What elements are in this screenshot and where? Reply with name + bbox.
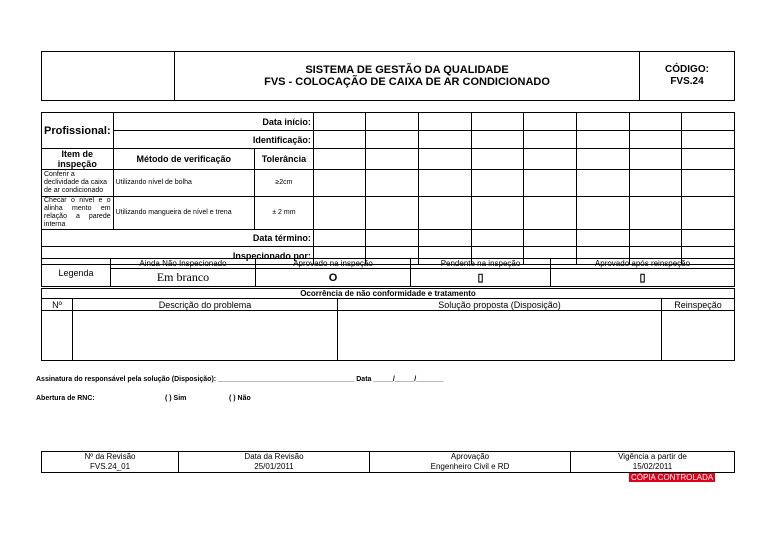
occurrence-table	[41, 288, 735, 361]
data-termino-label: Data término:	[42, 230, 314, 247]
grid-cell[interactable]	[419, 131, 472, 149]
inspecionado-por-label: Inspecionado por:	[42, 247, 314, 265]
legend-title-4: Aprovado após reinspeção	[551, 259, 735, 269]
grid-cell[interactable]	[524, 170, 577, 197]
grid-cell[interactable]	[366, 170, 419, 197]
legend-title-3: Pendente na inspeção	[411, 259, 551, 269]
approval-value: Engenheiro Civil e RD	[430, 462, 510, 471]
grid-cell[interactable]	[629, 113, 682, 131]
grid-cell[interactable]	[471, 170, 524, 197]
footer-revision	[42, 452, 179, 473]
legend-symbol-4: ▯	[551, 269, 735, 287]
grid-cell[interactable]	[629, 230, 682, 247]
item-row-2: Checar o nível e o alinha mento em relação a parede interna	[42, 197, 114, 230]
tolerancia-row-1: ≥2cm	[254, 170, 313, 197]
grid-cell[interactable]	[524, 230, 577, 247]
occurrence-desc-cell[interactable]	[73, 311, 338, 361]
title-line-2: FVS - COLOCAÇÃO DE CAIXA DE AR CONDICIONADO	[264, 76, 550, 88]
vigencia-label: Vigência a partir de	[618, 452, 687, 461]
grid-cell[interactable]	[313, 197, 366, 230]
grid-cell[interactable]	[366, 113, 419, 131]
grid-cell[interactable]	[366, 230, 419, 247]
grid-cell[interactable]	[313, 230, 366, 247]
footer-table	[41, 451, 735, 473]
grid-cell[interactable]	[471, 113, 524, 131]
identificacao-label: Identificação:	[113, 131, 313, 149]
legend-symbol-2: O	[256, 269, 411, 287]
legend-label: Legenda	[42, 259, 111, 287]
profissional-label: Profissional:	[42, 113, 114, 149]
col-reinsp-header: Reinspeção	[662, 299, 735, 311]
legend-symbol-3: ▯	[411, 269, 551, 287]
col-item-header: Item de inspeção	[42, 149, 114, 170]
grid-cell[interactable]	[471, 149, 524, 170]
item-row-1: Conferir a declividade da caixa de ar condicionado	[42, 170, 114, 197]
grid-cell[interactable]	[576, 131, 629, 149]
signature-line[interactable]: Assinatura do responsável pela solução (Disposição): ___________________________________ Data _____/_____/_______	[36, 376, 444, 383]
legend-symbol-1: Em branco	[111, 269, 256, 287]
rnc-label: Abertura de RNC:	[36, 395, 95, 402]
vigencia-value: 15/02/2011	[632, 462, 673, 471]
code-label: CÓDIGO:	[665, 64, 709, 75]
revision-value: FVS.24_01	[89, 462, 131, 471]
title-line-1: SISTEMA DE GESTÃO DA QUALIDADE	[305, 64, 509, 76]
metodo-row-2: Utilizando mangueira de nível e trena	[113, 197, 254, 230]
legend-table	[41, 258, 735, 287]
document-title	[175, 52, 640, 101]
grid-cell[interactable]	[576, 197, 629, 230]
grid-cell[interactable]	[366, 197, 419, 230]
code-value: FVS.24	[670, 76, 704, 87]
grid-cell[interactable]	[313, 113, 366, 131]
metodo-row-1: Utilizando nível de bolha	[113, 170, 254, 197]
copia-controlada-stamp: CÓPIA CONTROLADA	[631, 473, 714, 482]
revision-date-label: Data da Revisão	[244, 452, 304, 461]
grid-cell[interactable]	[313, 131, 366, 149]
grid-cell[interactable]	[629, 131, 682, 149]
col-sol-header: Solução proposta (Disposição)	[338, 299, 662, 311]
grid-cell[interactable]	[682, 170, 735, 197]
grid-cell[interactable]	[419, 149, 472, 170]
grid-cell[interactable]	[524, 197, 577, 230]
grid-cell[interactable]	[524, 149, 577, 170]
grid-cell[interactable]	[419, 230, 472, 247]
footer-vigencia	[571, 452, 735, 473]
grid-cell[interactable]	[576, 230, 629, 247]
occurrence-reinsp-cell[interactable]	[662, 311, 735, 361]
grid-cell[interactable]	[682, 197, 735, 230]
grid-cell[interactable]	[524, 131, 577, 149]
grid-cell[interactable]	[419, 170, 472, 197]
rnc-sim-option[interactable]: ( ) Sim	[165, 395, 187, 402]
grid-cell[interactable]	[629, 170, 682, 197]
grid-cell[interactable]	[419, 197, 472, 230]
grid-cell[interactable]	[313, 170, 366, 197]
legend-title-2: Aprovado na inspeção	[256, 259, 411, 269]
col-no-header: Nº	[42, 299, 73, 311]
col-metodo-header: Método de verificação	[113, 149, 254, 170]
grid-cell[interactable]	[471, 197, 524, 230]
grid-cell[interactable]	[576, 149, 629, 170]
occurrence-no-cell[interactable]	[42, 311, 73, 361]
col-tolerancia-header: Tolerância	[254, 149, 313, 170]
legend-title-1: Ainda Não Inspecionado	[111, 259, 256, 269]
grid-cell[interactable]	[576, 113, 629, 131]
grid-cell[interactable]	[471, 230, 524, 247]
grid-cell[interactable]	[366, 131, 419, 149]
grid-cell[interactable]	[313, 149, 366, 170]
grid-cell[interactable]	[629, 197, 682, 230]
grid-cell[interactable]	[682, 113, 735, 131]
grid-cell[interactable]	[682, 230, 735, 247]
logo-cell	[42, 52, 175, 101]
revision-label: Nº da Revisão	[84, 452, 136, 461]
rnc-nao-option[interactable]: ( ) Não	[229, 395, 251, 402]
grid-cell[interactable]	[419, 113, 472, 131]
footer-approval	[370, 452, 571, 473]
code-cell	[640, 52, 735, 101]
footer-date	[179, 452, 370, 473]
tolerancia-row-2: ± 2 mm	[254, 197, 313, 230]
data-inicio-label: Data início:	[113, 113, 313, 131]
grid-cell[interactable]	[576, 170, 629, 197]
header-table	[41, 51, 735, 101]
inspection-table	[41, 112, 735, 265]
grid-cell[interactable]	[682, 131, 735, 149]
col-desc-header: Descrição do problema	[73, 299, 338, 311]
occurrence-title: Ocorrência de não conformidade e tratamento	[42, 289, 735, 299]
grid-cell[interactable]	[682, 149, 735, 170]
grid-cell[interactable]	[366, 149, 419, 170]
grid-cell[interactable]	[471, 131, 524, 149]
occurrence-sol-cell[interactable]	[338, 311, 662, 361]
grid-cell[interactable]	[629, 149, 682, 170]
grid-cell[interactable]	[524, 113, 577, 131]
revision-date-value: 25/01/2011	[254, 462, 294, 471]
approval-label: Aprovação	[450, 452, 490, 461]
